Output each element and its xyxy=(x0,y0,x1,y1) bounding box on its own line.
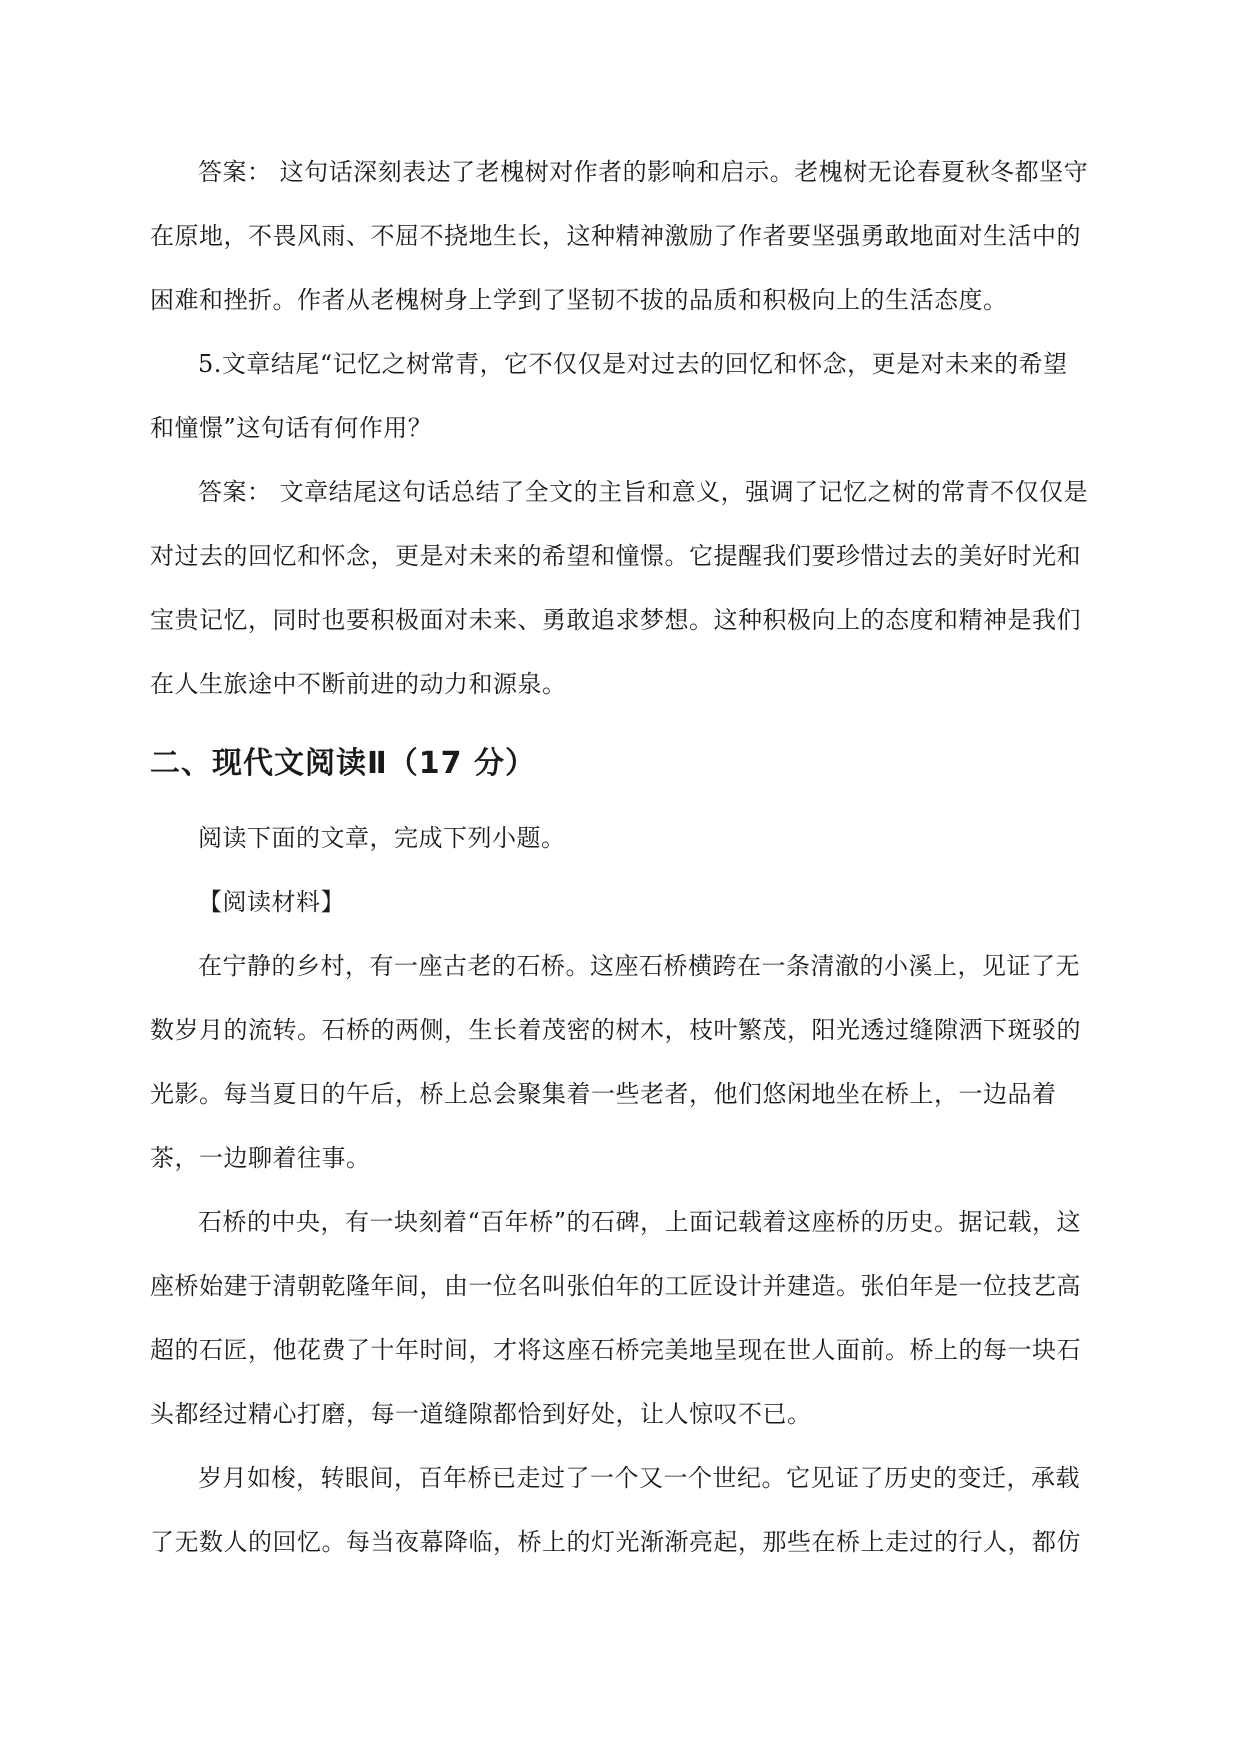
instruction-paragraph: 阅读下面的文章，完成下列小题。 xyxy=(198,824,566,852)
section-heading: 二、现代文阅读Ⅱ（17 分） xyxy=(150,746,536,781)
answer-4-paragraph: 答案： 这句话深刻表达了老槐树对作者的影响和启示。老槐树无论春夏秋冬都坚守在原地，不畏风雨、不屈不挠地生长，这种精神激励了作者要坚强勇敢地面对生活中的困难和挫折。作者从老槐树身上学到了坚韧不拔的品质和积极向上的生活态度。 xyxy=(150,158,1089,314)
reading-paragraph-1: 在宁静的乡村，有一座古老的石桥。这座石桥横跨在一条清澈的小溪上，见证了无数岁月的流转。石桥的两侧，生长着茂密的树木，枝叶繁茂，阳光透过缝隙洒下斑驳的光影。每当夏日的午后，桥上总会聚集着一些老者，他们悠闲地坐在桥上，一边品着茶，一边聊着往事。 xyxy=(150,952,1081,1172)
reading-paragraph-2: 石桥的中央，有一块刻着“百年桥”的石碑，上面记载着这座桥的历史。据记载，这座桥始建于清朝乾隆年间，由一位名叫张伯年的工匠设计并建造。张伯年是一位技艺高超的石匠，他花费了十年时间，才将这座石桥完美地呈现在世人面前。桥上的每一块石头都经过精心打磨，每一道缝隙都恰到好处，让人惊叹不已。 xyxy=(150,1208,1082,1428)
material-label: 【阅读材料】 xyxy=(198,888,345,916)
reading-paragraph-3: 岁月如梭，转眼间，百年桥已走过了一个又一个世纪。它见证了历史的变迁，承载了无数人的回忆。每当夜幕降临，桥上的灯光渐渐亮起，那些在桥上走过的行人，都仿 xyxy=(150,1464,1081,1556)
answer-5-paragraph: 答案： 文章结尾这句话总结了全文的主旨和意义，强调了记忆之树的常青不仅仅是对过去的回忆和怀念，更是对未来的希望和憧憬。它提醒我们要珍惜过去的美好时光和宝贵记忆，同时也要积极面对未来、勇敢追求梦想。这种积极向上的态度和精神是我们在人生旅途中不断前进的动力和源泉。 xyxy=(150,478,1089,698)
question-5-paragraph: 5.文章结尾“记忆之树常青，它不仅仅是对过去的回忆和怀念，更是对未来的希望和憧憬”这句话有何作用？ xyxy=(150,350,1068,442)
document-body xyxy=(150,140,1090,1574)
